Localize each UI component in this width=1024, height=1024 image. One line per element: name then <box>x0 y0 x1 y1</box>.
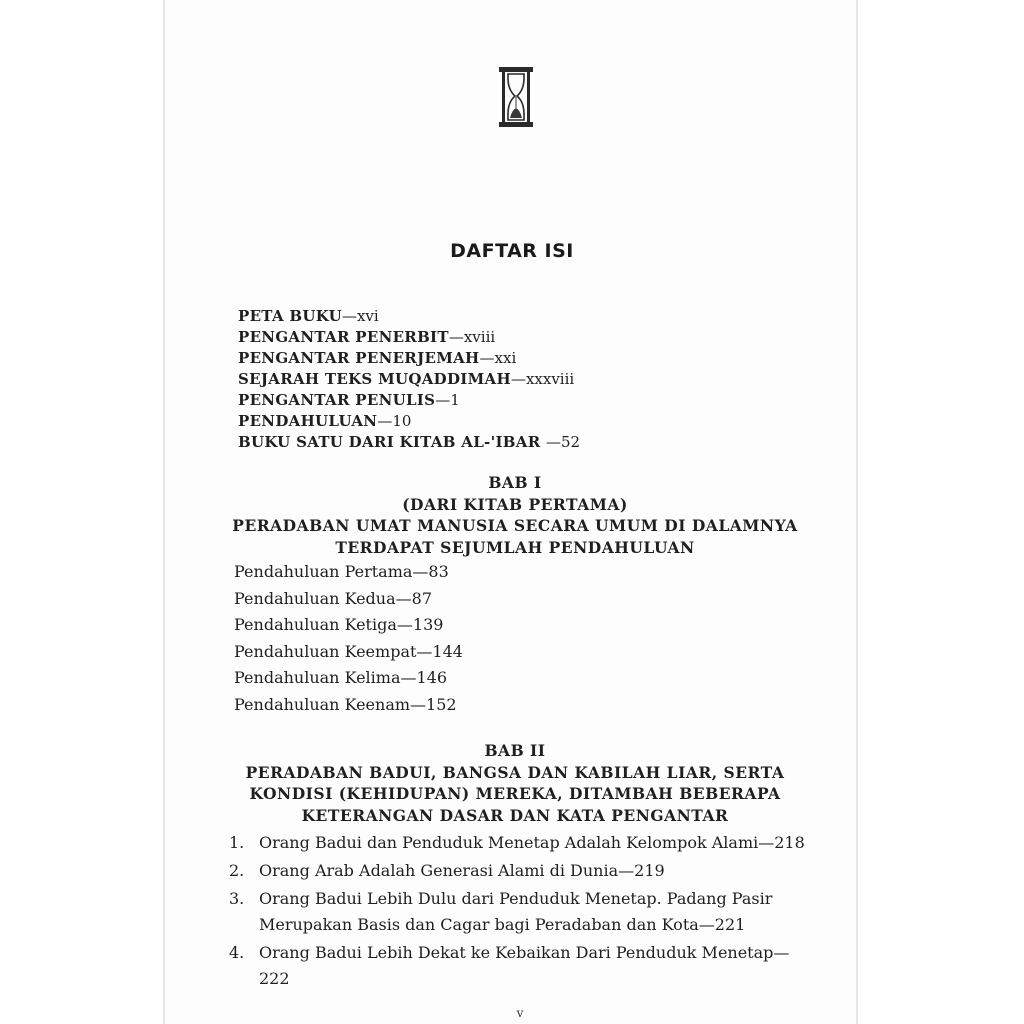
chapter2-label: BAB II <box>484 741 546 760</box>
list-item: Pendahuluan Pertama—83 <box>234 562 449 581</box>
chapter1-subtitle: (DARI KITAB PERTAMA) <box>402 494 628 514</box>
list-item: PENGANTAR PENERJEMAH—xxi <box>238 349 517 367</box>
list-item: 4. Orang Badui Lebih Dekat ke Kebaikan Dari Penduduk Menetap—222 <box>229 943 790 988</box>
list-item: SEJARAH TEKS MUQADDIMAH—xxxviii <box>238 370 575 388</box>
list-item: 3. Orang Badui Lebih Dulu dari Penduduk Menetap. Padang Pasir Merupakan Basis dan Cagar bagi Peradaban dan Kota—221 <box>229 889 773 934</box>
list-item: PETA BUKU—xvi <box>238 307 379 325</box>
chapter2-heading <box>0 740 1024 826</box>
list-item: Pendahuluan Ketiga—139 <box>234 615 444 634</box>
chapter2-list <box>229 830 819 994</box>
list-item: Pendahuluan Keempat—144 <box>234 641 463 661</box>
page-number: v <box>516 1006 524 1020</box>
chapter1-heading-line2: TERDAPAT SEJUMLAH PENDAHULUAN <box>335 537 695 557</box>
chapter1-list <box>234 559 463 718</box>
list-item: PENGANTAR PENERBIT—xviii <box>238 328 496 346</box>
chapter1-label: BAB I <box>488 473 542 492</box>
hourglass-icon <box>498 66 534 128</box>
toc-title: DAFTAR ISI <box>450 240 574 262</box>
chapter2-heading-line3: KETERANGAN DASAR DAN KATA PENGANTAR <box>301 805 729 825</box>
chapter1-heading <box>0 472 1024 558</box>
chapter2-heading-line1: PERADABAN BADUI, BANGSA DAN KABILAH LIAR, SERTA <box>245 762 785 782</box>
list-item: 2. Orang Arab Adalah Generasi Alami di Dunia—219 <box>229 861 665 880</box>
front-matter-list <box>238 306 580 453</box>
chapter2-heading-line2: KONDISI (KEHIDUPAN) MEREKA, DITAMBAH BEBERAPA <box>249 784 781 803</box>
list-item: PENGANTAR PENULIS—1 <box>238 391 460 409</box>
list-item: Pendahuluan Kelima—146 <box>234 668 448 687</box>
list-item: PENDAHULUAN—10 <box>238 412 412 430</box>
list-item: BUKU SATU DARI KITAB AL-'IBAR —52 <box>238 433 581 451</box>
list-item: 1. Orang Badui dan Penduduk Menetap Adalah Kelompok Alami—218 <box>229 833 805 852</box>
list-item: Pendahuluan Keenam—152 <box>234 694 457 714</box>
chapter1-heading-line1: PERADABAN UMAT MANUSIA SECARA UMUM DI DALAMNYA <box>232 516 798 535</box>
list-item: Pendahuluan Kedua—87 <box>234 588 432 608</box>
